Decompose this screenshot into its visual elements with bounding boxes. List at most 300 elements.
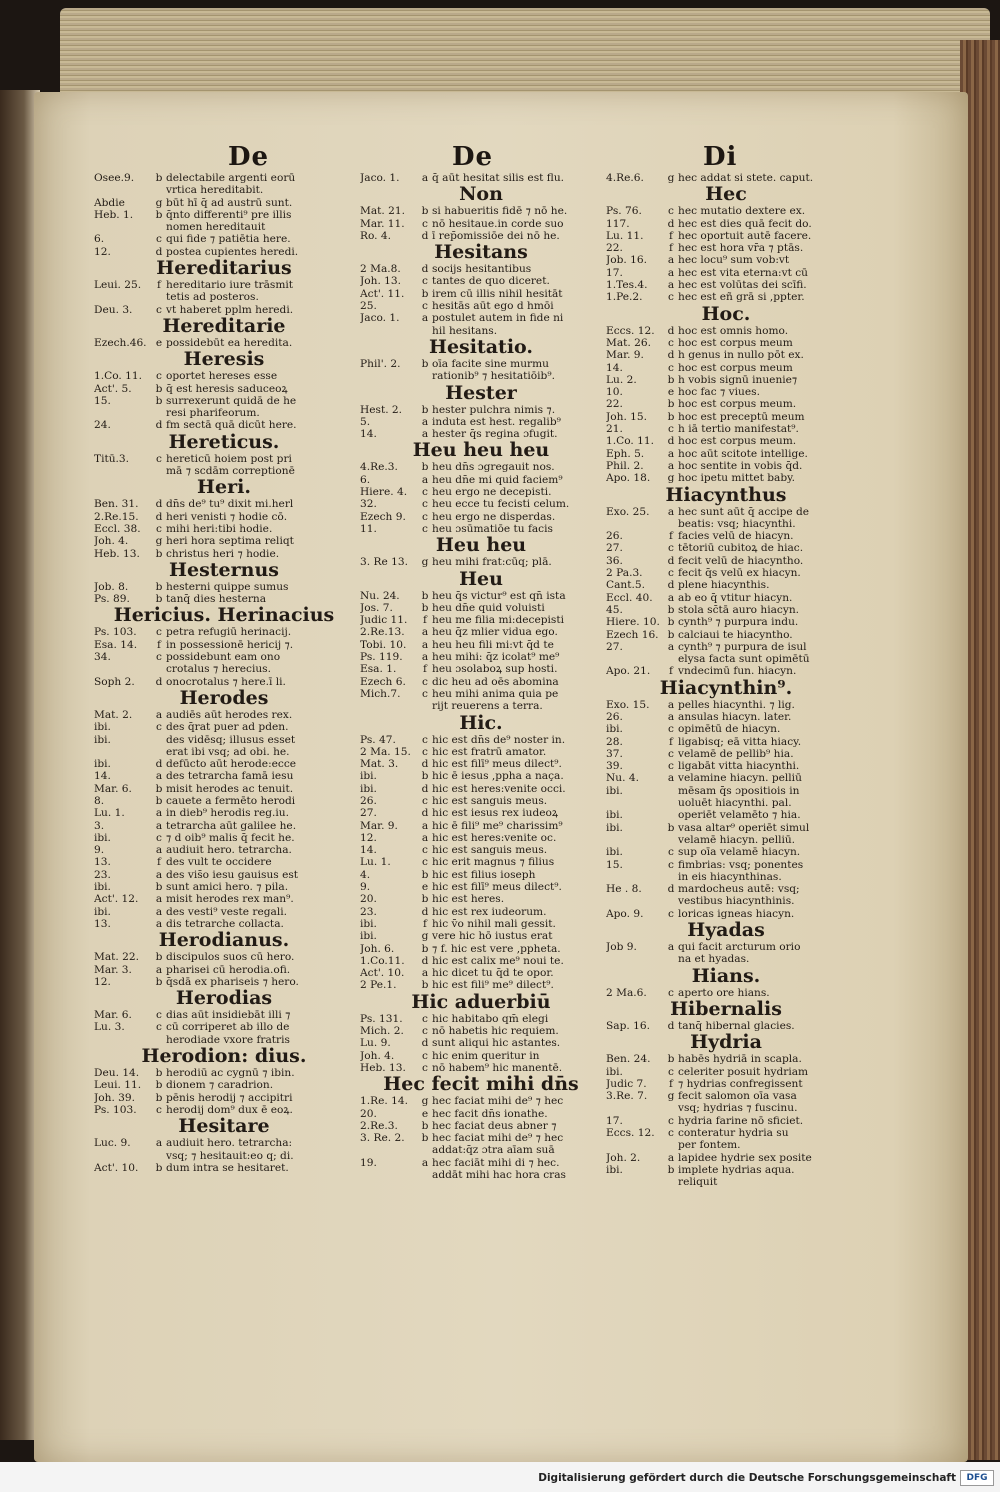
entry-text: dis tetrarche collacta. bbox=[166, 917, 284, 930]
entry-section-letter: a bbox=[155, 917, 163, 930]
entry-text: nō habetis hic requiem. bbox=[432, 1025, 559, 1038]
concordance-entry bbox=[360, 807, 602, 819]
entry-reference: Joh. 6. bbox=[360, 942, 395, 955]
entry-text: operiēt velamēto ⁊ hia. bbox=[678, 809, 801, 822]
concordance-entry bbox=[360, 783, 602, 795]
entry-section-letter: b bbox=[155, 881, 163, 894]
entry-text: fecit q̄s velū ex hiacyn. bbox=[678, 567, 801, 580]
entry-reference: ibi. bbox=[94, 721, 111, 734]
entry-reference: 13. bbox=[94, 856, 111, 869]
entry-reference: Nu. 24. bbox=[360, 589, 400, 602]
entry-text: hec faciat mihi de⁹ ⁊ hec bbox=[432, 1132, 564, 1145]
entry-text: hoc aūt scitote intellige. bbox=[678, 447, 808, 460]
entry-section-letter: b bbox=[155, 951, 163, 964]
text-column-2 bbox=[360, 172, 602, 1181]
entry-section-letter: a bbox=[155, 844, 163, 857]
entry-reference: 2.Re.15. bbox=[94, 510, 139, 523]
entry-section-letter bbox=[664, 1139, 678, 1151]
concordance-entry bbox=[360, 358, 602, 370]
entry-reference: ibi. bbox=[606, 1163, 623, 1176]
entry-section-letter: g bbox=[667, 472, 675, 485]
entry-reference: 14. bbox=[360, 428, 377, 441]
entry-text: induta est hest. regalib⁹ bbox=[432, 415, 561, 428]
entry-section-letter: b bbox=[155, 547, 163, 560]
entry-section-letter: a bbox=[667, 1151, 675, 1164]
lemma-heading: Herodianus. bbox=[158, 930, 290, 952]
concordance-entry bbox=[360, 486, 602, 498]
concordance-entry bbox=[606, 748, 846, 760]
concordance-entry bbox=[360, 676, 602, 688]
entry-section-letter: c bbox=[668, 361, 674, 374]
entry-text: heri hora septima reliqt bbox=[166, 535, 294, 548]
entry-reference: Lu. 11. bbox=[606, 229, 644, 242]
entry-reference bbox=[360, 325, 418, 337]
entry-text: ī rep̄omissiōe dei nō he. bbox=[432, 229, 560, 242]
concordance-entry bbox=[94, 856, 354, 868]
entry-reference: ibi. bbox=[606, 821, 623, 834]
entry-reference: Eccs. 12. bbox=[606, 1127, 655, 1139]
entry-section-letter bbox=[664, 895, 678, 907]
entry-reference: Mat. 2. bbox=[94, 708, 133, 721]
entry-reference: Ps. 89. bbox=[94, 593, 130, 606]
concordance-entry bbox=[360, 590, 602, 602]
lemma-heading: Hoc. bbox=[701, 303, 751, 325]
entry-section-letter: c bbox=[668, 907, 674, 920]
entry-section-letter: d bbox=[421, 263, 429, 276]
entry-section-letter: a bbox=[667, 640, 675, 653]
entry-reference: Mar. 9. bbox=[360, 819, 398, 832]
entry-reference: 1.Re. 14. bbox=[360, 1095, 408, 1108]
entry-text: loricas igneas hiacyn. bbox=[678, 907, 795, 920]
entry-text: h iā tertio manifestat⁹. bbox=[678, 423, 799, 436]
entry-section-letter: a bbox=[667, 941, 675, 954]
concordance-entry bbox=[606, 460, 846, 472]
entry-text: vsq; hydrias ⁊ fuscinu. bbox=[678, 1102, 798, 1115]
concordance-entry bbox=[360, 288, 602, 300]
entry-reference: ibi. bbox=[360, 917, 377, 930]
entry-section-letter: f bbox=[423, 917, 427, 930]
entry-section-letter: c bbox=[156, 370, 162, 383]
entry-text: fecit velū de hiacyntho. bbox=[678, 554, 804, 567]
entry-text: fm sectā quā dicūt here. bbox=[166, 419, 297, 432]
entry-text: h genus in nullo pōt ex. bbox=[678, 349, 804, 362]
entry-text: des vidēsq; illusus esset bbox=[166, 733, 296, 746]
entry-text: des tetrarcha famā iesu bbox=[166, 770, 294, 783]
concordance-entry bbox=[94, 1150, 354, 1162]
entry-section-letter: d bbox=[155, 245, 163, 258]
entry-reference bbox=[360, 370, 418, 382]
entry-reference: 12. bbox=[360, 831, 377, 844]
entry-section-letter: c bbox=[156, 1009, 162, 1022]
concordance-entry bbox=[94, 807, 354, 819]
entry-reference: 9. bbox=[360, 881, 371, 894]
entry-section-letter: c bbox=[668, 205, 674, 218]
entry-reference: ibi. bbox=[606, 784, 623, 797]
concordance-entry bbox=[606, 337, 846, 349]
entry-section-letter: b bbox=[155, 1161, 163, 1174]
entry-text: ⁊ f. hic est vere ,ppheta. bbox=[432, 942, 561, 955]
concordance-entry bbox=[606, 883, 846, 895]
entry-section-letter: c bbox=[668, 723, 674, 736]
entry-text: na et hyadas. bbox=[678, 953, 750, 966]
entry-text: tanq̄ dies hesterna bbox=[166, 593, 267, 606]
entry-reference: Sap. 16. bbox=[606, 1019, 650, 1032]
entry-text: des q̄rat puer ad pden. bbox=[166, 721, 289, 734]
concordance-entry bbox=[360, 795, 602, 807]
entry-section-letter: a bbox=[421, 651, 429, 664]
entry-section-letter: a bbox=[421, 312, 429, 325]
entry-reference: Mar. 11. bbox=[360, 217, 405, 230]
concordance-entry bbox=[360, 869, 602, 881]
concordance-entry bbox=[94, 976, 354, 988]
entry-text: oportet hereses esse bbox=[166, 370, 278, 383]
entry-reference: Hest. 2. bbox=[360, 403, 403, 416]
entry-reference bbox=[606, 653, 664, 665]
entry-text: heu ɔsūmatiōe tu facis bbox=[432, 522, 553, 535]
concordance-entry bbox=[94, 304, 354, 316]
entry-reference bbox=[360, 1144, 418, 1156]
entry-reference: 2 Pe.1. bbox=[360, 979, 397, 992]
entry-section-letter: b bbox=[155, 1079, 163, 1092]
entry-section-letter: a bbox=[421, 428, 429, 441]
entry-reference: 1.Co. 11. bbox=[94, 370, 142, 383]
entry-section-letter: c bbox=[668, 423, 674, 436]
entry-reference: Phil. 2. bbox=[606, 459, 644, 472]
concordance-entry bbox=[94, 964, 354, 976]
entry-section-letter: c bbox=[668, 760, 674, 773]
lemma-heading: Herodias bbox=[175, 988, 273, 1010]
entry-reference: 3.Re. 7. bbox=[606, 1090, 648, 1103]
entry-text: heu dn̄s ɔgregauit nos. bbox=[432, 461, 555, 474]
lemma-heading: Hibernalis bbox=[670, 998, 782, 1020]
entry-text: addat:q̄z ɔtra aīam suā bbox=[432, 1144, 555, 1157]
concordance-entry bbox=[606, 555, 846, 567]
concordance-entry bbox=[94, 197, 354, 209]
entry-reference: Mich. 2. bbox=[360, 1025, 404, 1038]
entry-text: pelles hiacynthi. ⁊ lig. bbox=[678, 698, 795, 711]
entry-text: elysa facta sunt opimētū bbox=[678, 653, 810, 666]
entry-text: dias aūt insidiebāt illi ⁊ bbox=[166, 1009, 291, 1022]
entry-section-letter: a bbox=[667, 266, 675, 279]
entry-section-letter: b bbox=[421, 942, 429, 955]
entry-section-letter: d bbox=[421, 807, 429, 820]
entry-section-letter: a bbox=[667, 254, 675, 267]
entry-text: q̄sdā ex phariseis ⁊ hero. bbox=[166, 975, 299, 988]
entry-text: habēs hydriā in scapla. bbox=[678, 1053, 802, 1066]
entry-text: hic est filī⁹ meus dilect⁹. bbox=[432, 758, 562, 771]
entry-text: resi pharifeorum. bbox=[166, 407, 260, 420]
entry-section-letter: e bbox=[421, 881, 429, 894]
entry-text: audiuit hero. tetrarcha. bbox=[166, 844, 292, 857]
concordance-entry bbox=[94, 1092, 354, 1104]
entry-section-letter bbox=[664, 1102, 678, 1114]
concordance-entry bbox=[360, 1013, 602, 1025]
entry-reference: 22. bbox=[606, 242, 623, 255]
entry-text: hesitās aūt ego d hmōi bbox=[432, 300, 554, 313]
concordance-entry bbox=[360, 218, 602, 230]
concordance-entry bbox=[360, 1037, 602, 1049]
concordance-entry bbox=[606, 423, 846, 435]
concordance-entry bbox=[606, 254, 846, 266]
entry-reference: Act'. 10. bbox=[360, 967, 405, 980]
concordance-entry bbox=[94, 279, 354, 291]
entry-reference: 13. bbox=[94, 917, 111, 930]
entry-text: mihi heri:tibi hodie. bbox=[166, 522, 273, 535]
concordance-entry bbox=[360, 1144, 602, 1156]
entry-text: des vis̄o iesu gauisus est bbox=[166, 868, 299, 881]
entry-text: in dieb⁹ herodis reg.iu. bbox=[166, 807, 289, 820]
concordance-entry bbox=[606, 809, 846, 821]
concordance-entry bbox=[606, 518, 846, 530]
entry-section-letter: g bbox=[155, 535, 163, 548]
entry-text: heu dn̄e mi quid faciem⁹ bbox=[432, 473, 563, 486]
entry-reference: Act'. 11. bbox=[360, 287, 405, 300]
entry-section-letter: f bbox=[157, 638, 161, 651]
dfg-logo: DFG bbox=[960, 1470, 994, 1486]
entry-text: oīa facite sine murmu bbox=[432, 357, 549, 370]
entry-reference: Exo. 25. bbox=[606, 505, 650, 518]
concordance-entry bbox=[360, 1050, 602, 1062]
entry-reference: 27. bbox=[360, 807, 377, 820]
entry-text: vasa altar⁹ operiēt simul bbox=[678, 821, 810, 834]
entry-reference: ibi. bbox=[606, 1065, 623, 1078]
entry-text: hic erit magnus ⁊ filius bbox=[432, 856, 555, 869]
entry-section-letter: f bbox=[423, 663, 427, 676]
entry-section-letter: a bbox=[667, 279, 675, 292]
entry-text: hic est heres:venite occi. bbox=[432, 782, 566, 795]
entry-reference: 6. bbox=[94, 233, 105, 246]
entry-reference: Ro. 4. bbox=[360, 229, 392, 242]
entry-text: crotalus ⁊ herecius. bbox=[166, 663, 271, 676]
entry-reference: 28. bbox=[606, 735, 623, 748]
entry-reference: Soph 2. bbox=[94, 675, 135, 688]
entry-text: hic est iesus rex iudeoꝝ bbox=[432, 807, 559, 820]
entry-section-letter: b bbox=[421, 461, 429, 474]
entry-reference: 2.Re.13. bbox=[360, 626, 405, 639]
entry-reference: Mich.7. bbox=[360, 687, 401, 700]
concordance-entry bbox=[94, 906, 354, 918]
entry-section-letter: c bbox=[668, 858, 674, 871]
concordance-entry bbox=[606, 723, 846, 735]
entry-text: postea cupientes heredi. bbox=[166, 245, 299, 258]
entry-reference: 4.Re.6. bbox=[606, 172, 644, 184]
entry-section-letter: b bbox=[421, 287, 429, 300]
concordance-entry bbox=[360, 614, 602, 626]
entry-section-letter: b bbox=[667, 398, 675, 411]
entry-section-letter: f bbox=[669, 735, 673, 748]
entry-text: petra refugiū herinacij. bbox=[166, 626, 292, 639]
lemma-heading: Heri. bbox=[197, 477, 251, 499]
concordance-entry bbox=[360, 1120, 602, 1132]
entry-text: q̄ aūt hesitat silis est flu. bbox=[432, 172, 565, 184]
entry-section-letter: c bbox=[422, 1049, 428, 1062]
entry-reference: 4. bbox=[360, 868, 371, 881]
entry-reference: 11. bbox=[360, 522, 377, 535]
concordance-entry bbox=[360, 1169, 602, 1181]
entry-section-letter: d bbox=[155, 419, 163, 432]
entry-reference: Ezech 6. bbox=[360, 675, 406, 688]
entry-reference: Job. 8. bbox=[94, 580, 129, 593]
entry-reference: ibi. bbox=[94, 831, 111, 844]
entry-reference: 1.Co. 11. bbox=[606, 435, 654, 448]
entry-section-letter: d bbox=[667, 554, 675, 567]
entry-section-letter: c bbox=[422, 675, 428, 688]
entry-reference: Mar. 3. bbox=[94, 963, 132, 976]
entry-reference: Apo. 9. bbox=[606, 907, 644, 920]
entry-section-letter bbox=[152, 291, 166, 303]
entry-text: ⁊ d oib⁹ malis q̄ fecit he. bbox=[166, 831, 295, 844]
lemma-heading: Heu heu heu bbox=[412, 440, 550, 462]
lemma-heading: Hians. bbox=[691, 965, 761, 987]
entry-text: hic est filius ioseph bbox=[432, 868, 536, 881]
concordance-entry bbox=[606, 616, 846, 628]
concordance-entry bbox=[606, 822, 846, 834]
concordance-entry bbox=[360, 300, 602, 312]
entry-reference: Exo. 15. bbox=[606, 698, 650, 711]
concordance-entry bbox=[94, 291, 354, 303]
lemma-heading: Hester bbox=[445, 382, 517, 404]
entry-text: heu heu fili mi:vt q̄d te bbox=[432, 638, 554, 651]
concordance-entry bbox=[360, 881, 602, 893]
entry-text: audiēs aūt herodes rex. bbox=[166, 708, 293, 721]
concordance-entry bbox=[606, 1102, 846, 1114]
entry-section-letter: a bbox=[421, 1156, 429, 1169]
concordance-entry bbox=[606, 941, 846, 953]
entry-section-letter: c bbox=[156, 303, 162, 316]
entry-text: heu ɔsolaboꝝ sup hosti. bbox=[432, 663, 558, 676]
concordance-entry bbox=[94, 1079, 354, 1091]
entry-text: nomen hereditauit bbox=[166, 221, 266, 234]
entry-reference: ibi. bbox=[360, 930, 377, 943]
entry-text: des vesti⁹ veste regali. bbox=[166, 905, 287, 918]
entry-section-letter: b bbox=[421, 868, 429, 881]
entry-reference: 19. bbox=[360, 1156, 377, 1169]
concordance-entry bbox=[606, 530, 846, 542]
entry-text: ligabisq; eā vitta hiacy. bbox=[678, 735, 802, 748]
concordance-entry bbox=[360, 639, 602, 651]
concordance-entry bbox=[94, 1162, 354, 1174]
entry-reference: Job. 16. bbox=[606, 254, 647, 267]
entry-text: hereditario iure trāsmit bbox=[166, 279, 294, 292]
entry-reference: Abdie bbox=[94, 196, 125, 209]
concordance-entry bbox=[360, 416, 602, 428]
entry-text: herodij dom⁹ dux ē eoꝝ. bbox=[166, 1103, 293, 1116]
concordance-entry bbox=[360, 918, 602, 930]
entry-reference bbox=[94, 184, 152, 196]
entry-reference: Leui. 11. bbox=[94, 1079, 142, 1092]
lemma-heading: Hec bbox=[705, 184, 747, 206]
entry-reference: 4.Re.3. bbox=[360, 461, 398, 474]
concordance-entry bbox=[94, 548, 354, 560]
entry-text: vrtica hereditabit. bbox=[166, 184, 264, 197]
entry-section-letter: c bbox=[422, 498, 428, 511]
concordance-entry bbox=[360, 523, 602, 535]
concordance-entry bbox=[360, 474, 602, 486]
entry-text: hic est heres:venite oc. bbox=[432, 831, 557, 844]
entry-text: hic v̄o nihil mali gessit. bbox=[432, 917, 556, 930]
entry-reference: Mar. 6. bbox=[94, 782, 132, 795]
running-head-left: De bbox=[228, 142, 270, 172]
concordance-entry bbox=[94, 453, 354, 465]
entry-reference: 8. bbox=[94, 794, 105, 807]
concordance-entry bbox=[606, 665, 846, 677]
concordance-entry bbox=[360, 758, 602, 770]
entry-text: hic ē fili⁹ me⁹ charissim⁹ bbox=[432, 819, 563, 832]
lemma-heading: Heu bbox=[459, 568, 503, 590]
concordance-entry bbox=[606, 908, 846, 920]
entry-section-letter: d bbox=[155, 675, 163, 688]
entry-section-letter: c bbox=[422, 794, 428, 807]
entry-reference: Lu. 9. bbox=[360, 1037, 391, 1050]
entry-section-letter: c bbox=[156, 452, 162, 465]
entry-reference: 2 Ma.6. bbox=[606, 986, 647, 999]
entry-reference bbox=[606, 1139, 664, 1151]
concordance-entry bbox=[606, 579, 846, 591]
text-column-3 bbox=[606, 172, 846, 1188]
entry-section-letter: b bbox=[155, 172, 163, 184]
entry-text: hoc est corpus meum bbox=[678, 336, 793, 349]
entry-text: vsq; ⁊ hesitauit:eo q; di. bbox=[166, 1149, 294, 1162]
entry-reference: 9. bbox=[94, 844, 105, 857]
text-column-1 bbox=[94, 172, 354, 1174]
entry-reference bbox=[360, 700, 418, 712]
concordance-entry bbox=[606, 1164, 846, 1176]
entry-text: des vult te occidere bbox=[166, 856, 272, 869]
entry-reference: ibi. bbox=[606, 723, 623, 736]
entry-reference: He . 8. bbox=[606, 883, 642, 896]
entry-section-letter: g bbox=[667, 1090, 675, 1103]
entry-section-letter: b bbox=[155, 1067, 163, 1080]
entry-section-letter: c bbox=[422, 300, 428, 313]
entry-text: ⁊ hydrias confregissent bbox=[678, 1077, 803, 1090]
entry-section-letter: a bbox=[421, 473, 429, 486]
entry-text: h vobis signū inuenie⁊ bbox=[678, 373, 798, 386]
entry-section-letter bbox=[418, 1144, 432, 1156]
entry-reference: Titū.3. bbox=[94, 452, 130, 465]
concordance-entry bbox=[606, 386, 846, 398]
entry-text: possidebunt eam ono bbox=[166, 651, 281, 664]
entry-text: velamē hiacyn. pelliū. bbox=[678, 833, 796, 846]
concordance-entry bbox=[360, 556, 602, 568]
entry-text: addāt mihi hac hora cras bbox=[432, 1169, 566, 1181]
concordance-entry bbox=[606, 785, 846, 797]
concordance-entry bbox=[94, 734, 354, 746]
entry-section-letter bbox=[152, 746, 166, 758]
concordance-entry bbox=[360, 820, 602, 832]
concordance-entry bbox=[94, 209, 354, 221]
entry-text: facies velū de hiacyn. bbox=[678, 530, 794, 543]
concordance-entry bbox=[360, 943, 602, 955]
concordance-entry bbox=[360, 746, 602, 758]
lemma-heading: Hesternus bbox=[169, 559, 279, 581]
concordance-entry bbox=[94, 465, 354, 477]
entry-section-letter: b bbox=[155, 1091, 163, 1104]
concordance-entry bbox=[606, 871, 846, 883]
entry-text: dn̄s de⁹ tu⁹ dixit mi.herl bbox=[166, 498, 294, 511]
entry-section-letter: f bbox=[669, 665, 673, 678]
entry-section-letter: a bbox=[421, 638, 429, 651]
entry-text: velamē de pellib⁹ hia. bbox=[678, 747, 794, 760]
concordance-entry bbox=[94, 581, 354, 593]
lemma-heading: Hericius. Herinacius bbox=[113, 605, 335, 627]
concordance-entry bbox=[606, 653, 846, 665]
entry-section-letter: b bbox=[421, 1119, 429, 1132]
entry-section-letter: d bbox=[421, 782, 429, 795]
entry-text: heu ergo ne disperdas. bbox=[432, 510, 556, 523]
concordance-entry bbox=[94, 709, 354, 721]
concordance-entry bbox=[360, 1025, 602, 1037]
entry-section-letter: e bbox=[155, 336, 163, 349]
